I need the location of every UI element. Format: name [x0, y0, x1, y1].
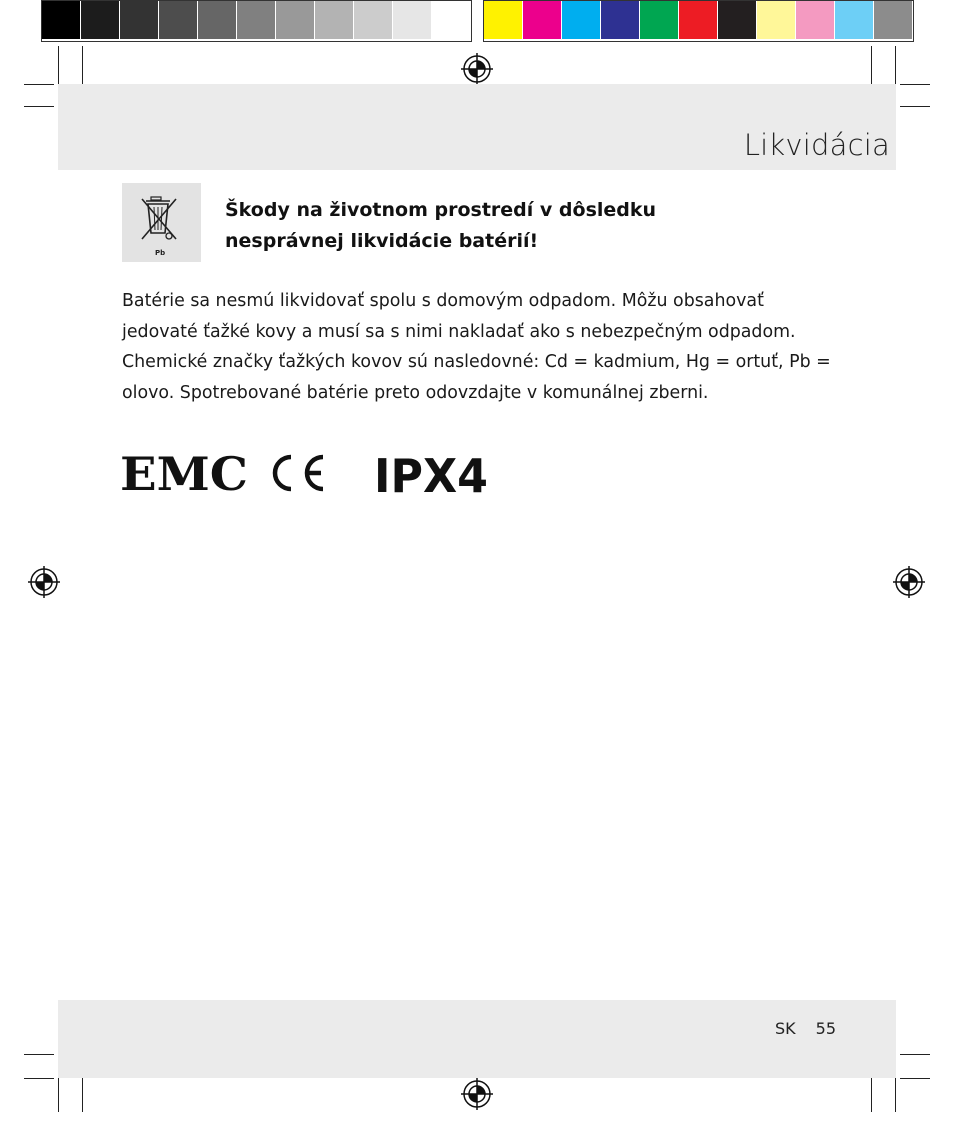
disposal-paragraph: Batérie sa nesmú likvidovať spolu s domovým odpadom. Môžu obsahovať jedovaté ťažké kovy a musí sa s nimi nakladať ako s nebezpečným odpadom. Chemické značky ťažkých kovov sú nasledovné: Cd = kadmium, Hg = ortuť, Pb = olovo. Spotrebované batérie preto odovzdajte v komunálnej zberni. [122, 291, 831, 403]
crop-mark [24, 1078, 54, 1079]
registration-mark-icon [461, 53, 493, 85]
page-number: 55 [815, 1019, 836, 1038]
crop-mark [900, 84, 930, 85]
registration-mark-icon [461, 1078, 493, 1110]
color-calibration-bar [483, 0, 914, 42]
footer [775, 1019, 836, 1038]
color-swatch [42, 1, 81, 39]
color-swatch [835, 1, 874, 39]
weee-symbol-box [122, 183, 201, 262]
language-code: SK [774, 1019, 796, 1038]
crop-mark [24, 1054, 54, 1055]
color-swatch [640, 1, 679, 39]
color-swatch [237, 1, 276, 39]
crop-mark [58, 1072, 59, 1112]
color-swatch [159, 1, 198, 39]
crop-mark [900, 1078, 930, 1079]
crop-mark [900, 1054, 930, 1055]
crop-mark [900, 106, 930, 107]
color-swatch [718, 1, 757, 39]
gray-calibration-bar [41, 0, 472, 42]
page-title: Likvidácia [743, 128, 890, 162]
warning-heading [225, 195, 785, 257]
color-swatch [484, 1, 523, 39]
certification-marks [120, 448, 500, 502]
color-swatch [276, 1, 315, 39]
color-swatch [874, 1, 913, 39]
ce-mark-icon [275, 457, 323, 489]
color-swatch [81, 1, 120, 39]
crop-mark [895, 1072, 896, 1112]
color-swatch [523, 1, 562, 39]
emc-mark: EMC [120, 448, 248, 498]
registration-mark-icon [28, 566, 60, 598]
color-swatch [601, 1, 640, 39]
color-swatch [354, 1, 393, 39]
crop-mark [871, 1072, 872, 1112]
crossed-bin-icon [122, 183, 201, 262]
color-swatch [432, 1, 471, 39]
warning-heading-line: Škody na životnom prostredí v dôsledku [225, 199, 657, 221]
crop-mark [82, 1072, 83, 1112]
registration-mark-icon [893, 566, 925, 598]
weee-symbol-label: Pb [155, 249, 166, 257]
color-swatch [562, 1, 601, 39]
color-swatch [796, 1, 835, 39]
crop-mark [24, 84, 54, 85]
color-swatch [120, 1, 159, 39]
color-swatch [393, 1, 432, 39]
color-swatch [315, 1, 354, 39]
color-swatch [198, 1, 237, 39]
color-swatch [679, 1, 718, 39]
ipx4-mark: IPX4 [374, 449, 488, 498]
footer-band [58, 1000, 896, 1078]
warning-heading-line: nesprávnej likvidácie batérií! [225, 230, 539, 252]
color-swatch [757, 1, 796, 39]
crop-mark [24, 106, 54, 107]
